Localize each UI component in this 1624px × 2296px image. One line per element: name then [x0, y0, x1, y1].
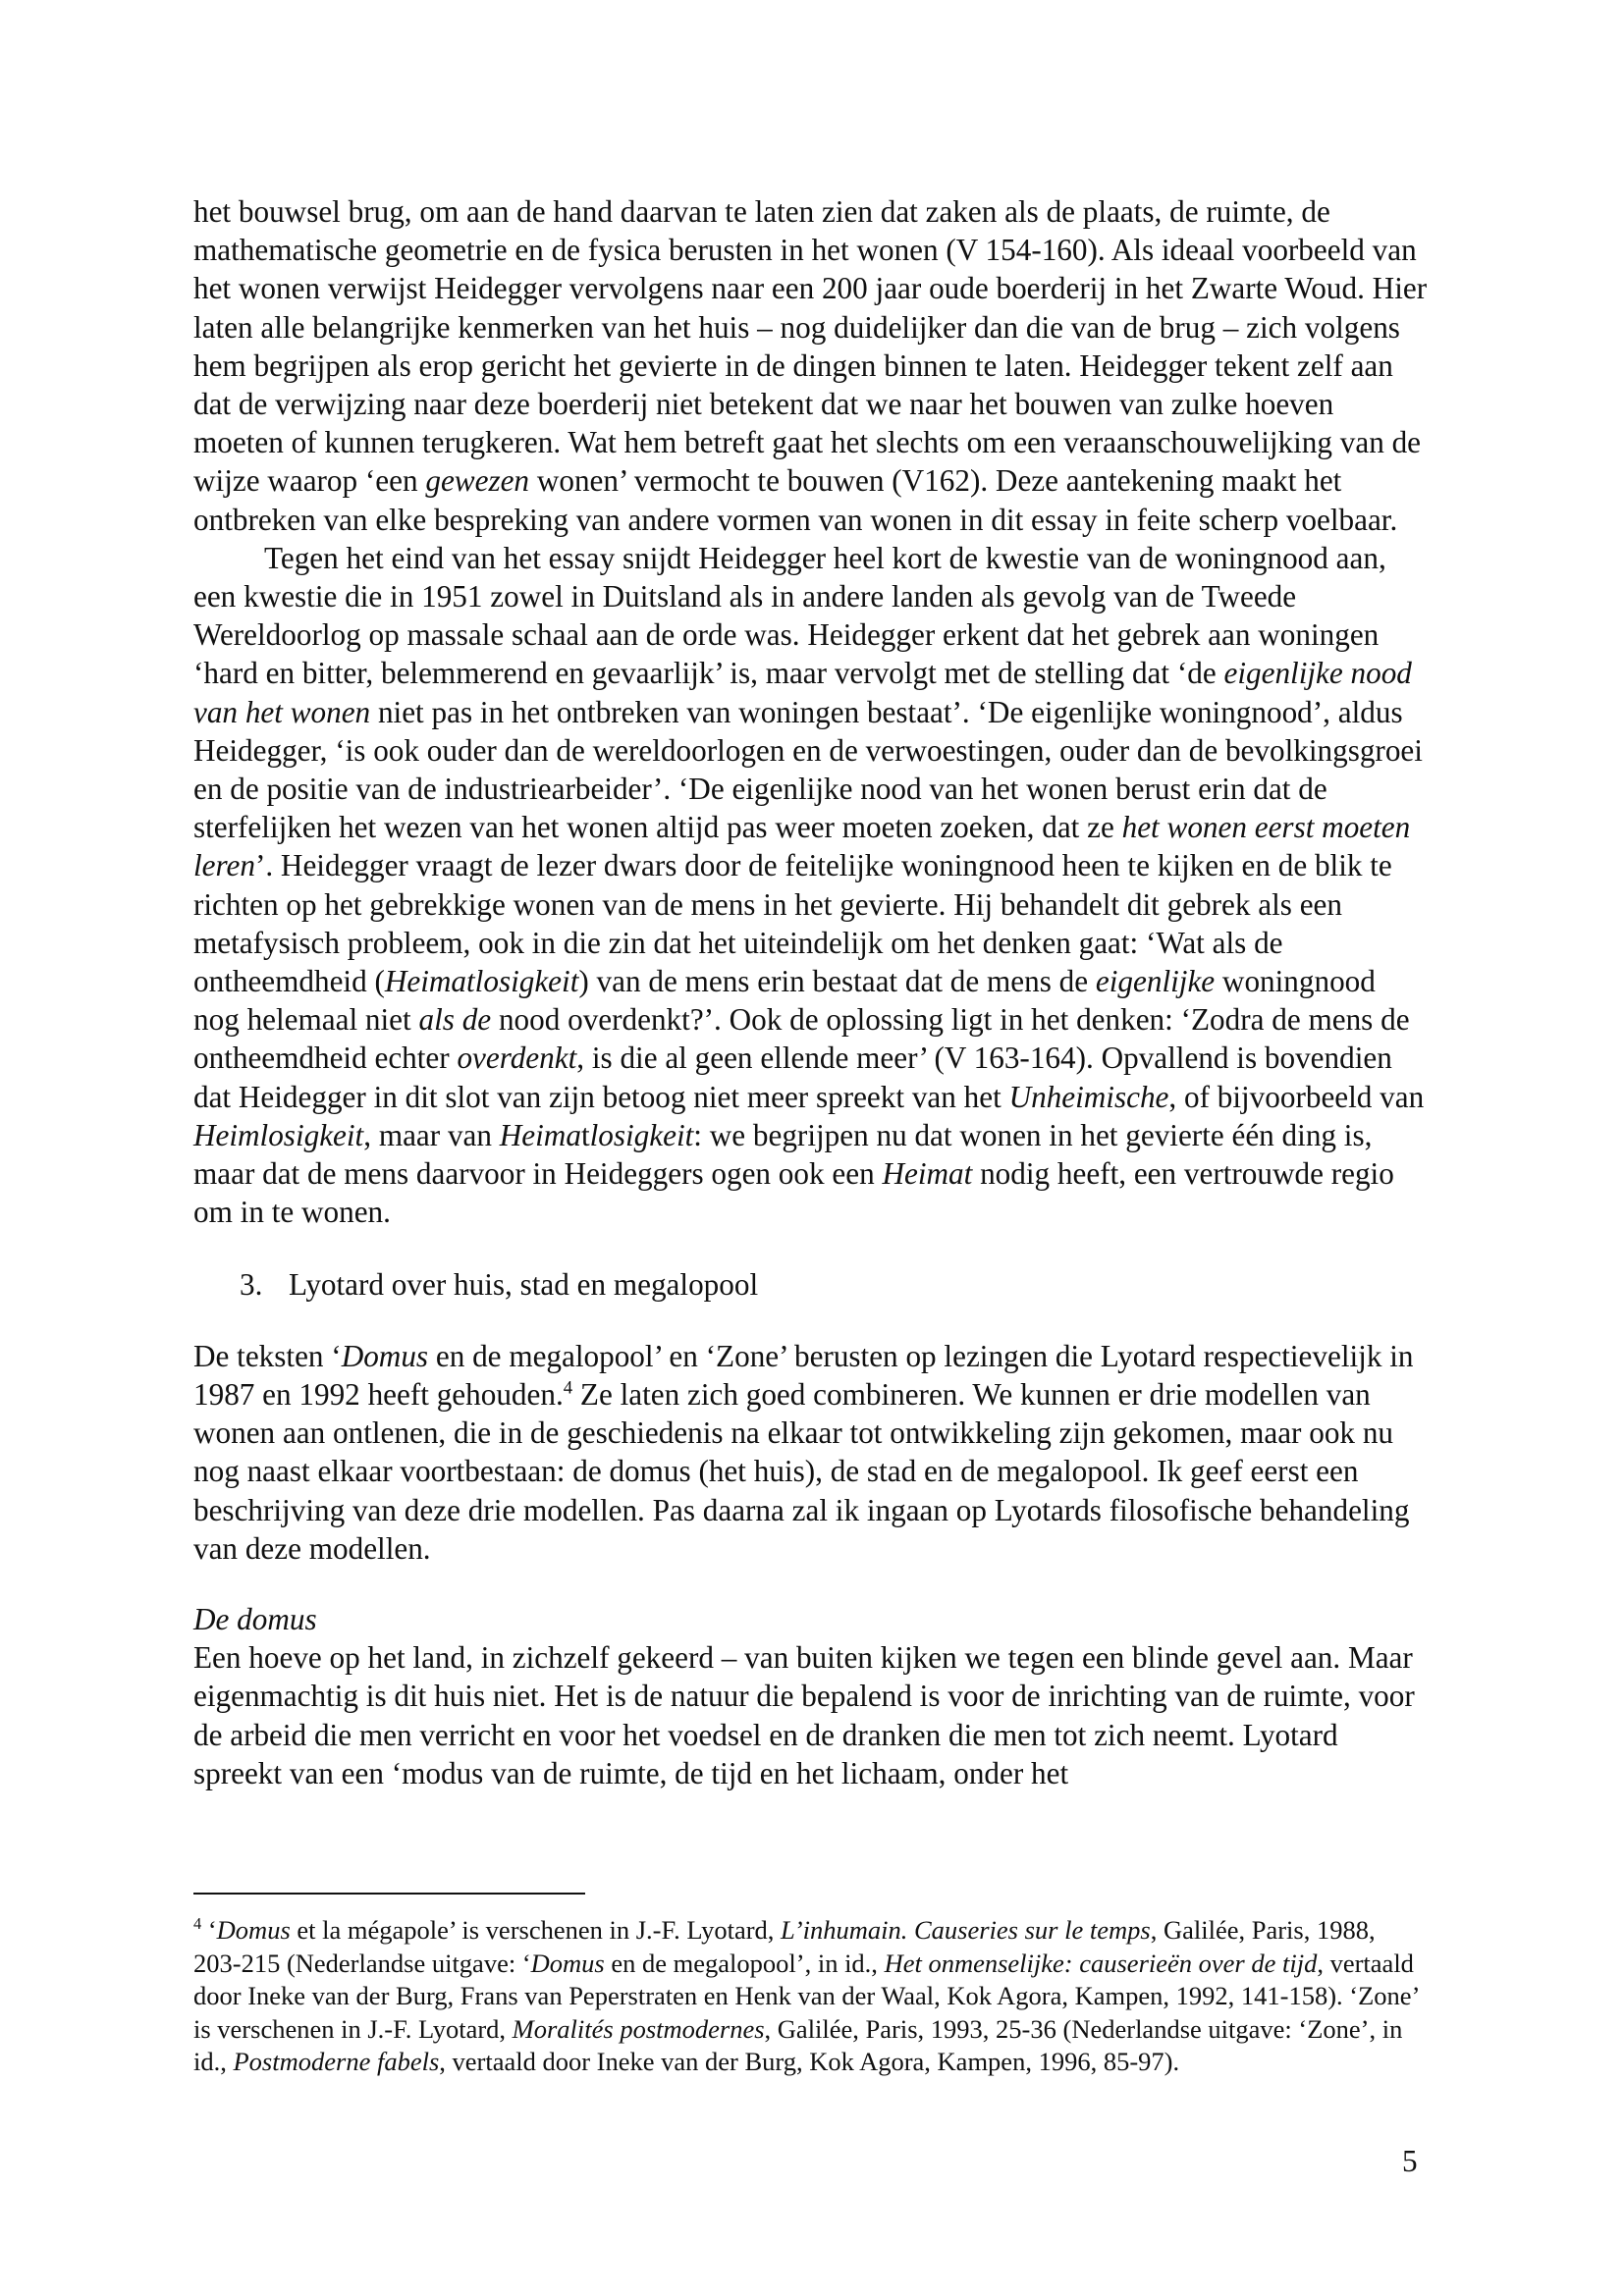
italic-run: Heima: [499, 1117, 581, 1152]
footnote-4: $^4$ ‘Domus et la mégapole’ is verschenen in J.-F. Lyotard, L’inhumain. Causeries sur le temps, Galilée, Paris, 1988, 203-215 (Nederlandse uitgave: ‘Domus en de megalopool’, in id., Het onmenselijke: causerieën over de tijd, vertaald door Ineke van der Burg, Frans van Peperstraten en Henk van der Waal, Kok Agora, Kampen, 1992, 141-158). ‘Zone’ is verschenen in J.-F. Lyotard, Moralités postmodernes, Galilée, Paris, 1993, 25-36 (Nederlandse uitgave: ‘Zone’, in id., Postmoderne fabels, vertaald door Ineke van der Burg, Kok Agora, Kampen, 1996, 85-97).: [193, 1914, 1419, 2077]
paragraph-1: het bouwsel brug, om aan de hand daarvan te laten zien dat zaken als de plaats, de ruimte, de mathematische geometrie en de fysica berusten in het wonen (V 154-160). Als ideaal voorbeeld van het wonen verwijst Heidegger vervolgens naar een 200 jaar oude boerderij in het Zwarte Woud. Hier laten alle belangrijke kenmerken van het huis – nog duidelijker dan die van de brug – zich volgens hem begrijpen als erop gericht het gevierte in de dingen binnen te laten. Heidegger tekent zelf aan dat de verwijzing naar deze boerderij niet betekent dat we naar het bouwen van zulke hoeven moeten of kunnen terugkeren. Wat hem betreft gaat het slechts om een veraanschouwelijking van de wijze waarop ‘een gewezen wonen’ vermocht te bouwen (V162). Deze aantekening maakt het ontbreken van elke bespreking van andere vormen van wonen in dit essay in feite scherp voelbaar.: [193, 194, 1428, 537]
italic-run: het wonen eerst moeten leren: [193, 810, 1411, 883]
italic-run: eigenlijke: [1095, 964, 1216, 999]
footnote-marker: 4: [193, 1914, 202, 1934]
body-text: [193, 192, 1429, 1792]
footnote-divider: [193, 1893, 585, 1895]
italic-run: eigenlijke nood van het wonen: [193, 656, 1412, 729]
italic-run: losigkeit: [589, 1117, 694, 1152]
italic-run: L’inhumain. Causeries sur le temps: [781, 1915, 1151, 1945]
paragraph-3: De teksten ‘Domus en de megalopool’ en ‘Zone’ berusten op lezingen die Lyotard respectievelijk in 1987 en 1992 heeft gehouden.$^4$ Ze laten zich goed combineren. We kunnen er drie modellen van wonen aan ontlenen, die in de geschiedenis na elkaar tot ontwikkeling zijn gekomen, maar ook nu nog naast elkaar voortbestaan: de domus (het huis), de stad en de megalopool. Ik geef eerst een beschrijving van deze drie modellen. Pas daarna zal ik ingaan op Lyotards filosofische behandeling van deze modellen.: [193, 1338, 1414, 1566]
italic-run: Unheimische: [1008, 1079, 1169, 1114]
paragraph-2: Tegen het eind van het essay snijdt Heidegger heel kort de kwestie van de woningnood aan, een kwestie die in 1951 zowel in Duitsland als in andere landen als gevolg van de Tweede Wereldoorlog op massale schaal aan de orde was. Heidegger erkent dat het gebrek aan woningen ‘hard en bitter, belemmerend en gevaarlijk’ is, maar vervolgt met de stelling dat ‘de eigenlijke nood van het wonen niet pas in het ontbreken van woningen bestaat’. ‘De eigenlijke woningnood’, aldus Heidegger, ‘is ook ouder dan de wereldoorlogen en de verwoestingen, ouder dan de bevolkingsgroei en de positie van de industriearbeider’. ‘De eigenlijke nood van het wonen berust erin dat de sterfelijken het wezen van het wonen altijd pas weer moeten zoeken, dat ze het wonen eerst moeten leren’. Heidegger vraagt de lezer dwars door de feitelijke woningnood heen te kijken en de blik te richten op het gebrekkige wonen van de mens in het gevierte. Hij behandelt dit gebrek als een metafysisch probleem, ook in die zin dat het uiteindelijk om het denken gaat: ‘Wat als de ontheemdheid (Heimatlosigkeit) van de mens erin bestaat dat de mens de eigenlijke woningnood nog helemaal niet als de nood overdenkt?’. Ook de oplossing ligt in het denken: ‘Zodra de mens de ontheemdheid echter overdenkt, is die al geen ellende meer’ (V 163-164). Opvallend is bovendien dat Heidegger in dit slot van zijn betoog niet meer spreekt van het Unheimische, of bijvoorbeeld van Heimlosigkeit, maar van Heimatlosigkeit: we begrijpen nu dat wonen in het gevierte één ding is, maar dat de mens daarvoor in Heideggers ogen ook een Heimat nodig heeft, een vertrouwde regio om in te wonen.: [193, 540, 1425, 1230]
italic-run: Heimat: [882, 1156, 973, 1192]
section-title: Lyotard over huis, stad en megalopool: [289, 1267, 759, 1303]
italic-run: Domus: [530, 1948, 605, 1978]
italic-run: Heimlosigkeit: [193, 1117, 364, 1152]
italic-run: als de: [418, 1002, 492, 1038]
italic-run: Het onmenselijke: causerieën over de tijd: [884, 1948, 1318, 1978]
subheading-domus: De domus: [193, 1601, 317, 1636]
paragraph-4: Een hoeve op het land, in zichzelf gekeerd – van buiten kijken we tegen een blinde gevel aan. Maar eigenmachtig is dit huis niet. Het is de natuur die bepalend is voor de inrichting van de ruimte, voor de arbeid die men verricht en voor het voedsel en de dranken die men tot zich neemt. Lyotard spreekt van een ‘modus van de ruimte, de tijd en het lichaam, onder het: [193, 1640, 1415, 1790]
italic-run: Domus: [341, 1338, 429, 1373]
italic-run: Heimatlosigkeit: [384, 964, 579, 999]
page-number: 5: [1402, 2144, 1418, 2178]
italic-run: Postmoderne fabels: [233, 2047, 440, 2077]
italic-run: gewezen: [425, 463, 530, 499]
italic-run: Domus: [216, 1915, 291, 1945]
footnote-marker: 4: [563, 1377, 573, 1399]
section-heading: [193, 1265, 1429, 1304]
italic-run: overdenkt: [457, 1041, 577, 1076]
section-number: 3.: [240, 1267, 263, 1303]
italic-run: Moralités postmodernes: [512, 2013, 765, 2044]
